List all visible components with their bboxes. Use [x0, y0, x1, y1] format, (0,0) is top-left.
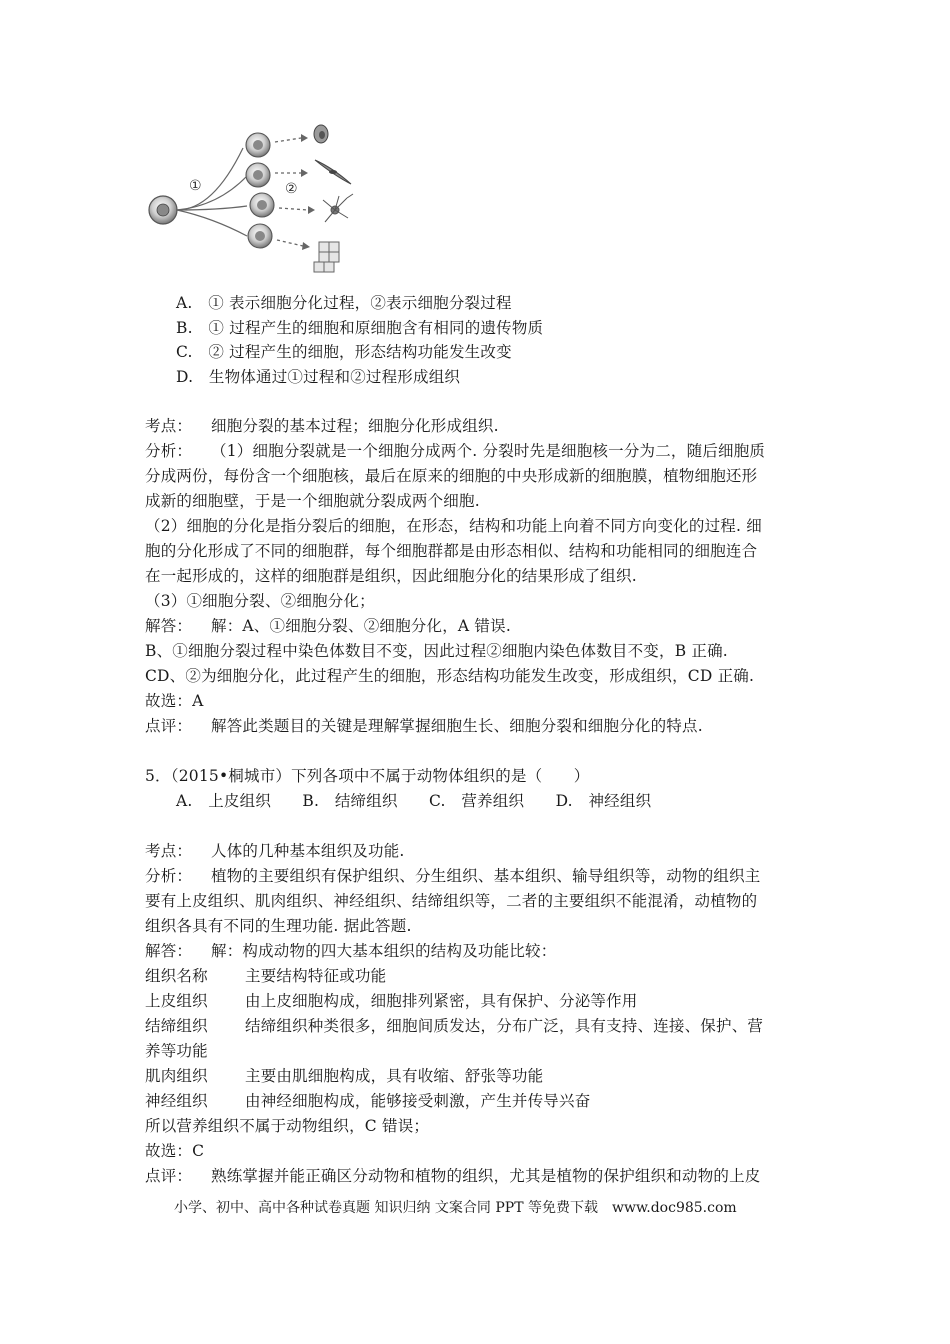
nerve-cell: [323, 194, 353, 222]
fenxi-label: 分析：: [145, 867, 193, 885]
row-name: 肌肉组织: [145, 1067, 208, 1085]
fenxi-label: 分析：: [145, 442, 193, 460]
q4-fenxi-line: 分成两份，每份含一个细胞核，最后在原来的细胞的中央形成新的细胞膜，植物细胞还形: [145, 467, 758, 485]
q4-fenxi: [145, 439, 765, 464]
q4-fenxi-line: （3）①细胞分裂、②细胞分化；: [145, 592, 375, 610]
q5-kaodian: [145, 839, 405, 864]
q5-answer: 故选：C: [145, 1142, 205, 1160]
q4-option-a: A. ① 表示细胞分化过程，②表示细胞分裂过程: [176, 294, 512, 312]
daughter-cells: [246, 133, 274, 248]
fenxi-text: （1）细胞分裂就是一个细胞分成两个. 分裂时先是细胞核一分为二，随后细胞质: [211, 442, 766, 460]
dianping-text: 熟练掌握并能正确区分动物和植物的组织，尤其是植物的保护组织和动物的上皮: [211, 1167, 761, 1185]
cell-diagram: [143, 118, 368, 278]
jieda-text: 解：构成动物的四大基本组织的结构及功能比较：: [211, 942, 557, 960]
q4-option-c: C. ② 过程产生的细胞，形态结构功能发生改变: [176, 343, 512, 361]
table-header-name: 组织名称: [145, 967, 208, 985]
q4-option-d: D. 生物体通过①过程和②过程形成组织: [176, 368, 461, 386]
blood-cell: [314, 125, 328, 143]
table-row-continued: 养等功能: [145, 1042, 208, 1060]
q4-jieda-line: CD、②为细胞分化，此过程产生的细胞，形态结构功能发生改变，形成组织，CD 正确.: [145, 667, 755, 685]
table-header-desc: 主要结构特征或功能: [245, 967, 387, 985]
kaodian-text: 细胞分裂的基本过程；细胞分化形成组织.: [211, 417, 499, 435]
kaodian-label: 考点：: [145, 842, 193, 860]
kaodian-text: 人体的几种基本组织及功能.: [211, 842, 405, 860]
jieda-text: 解：A、①细胞分裂、②细胞分化，A 错误.: [211, 617, 511, 635]
q4-option-b: B. ① 过程产生的细胞和原细胞含有相同的遗传物质: [176, 319, 544, 337]
q5-dianping: [145, 1164, 761, 1189]
q4-fenxi-line: （2）细胞的分化是指分裂后的细胞，在形态，结构和功能上向着不同方向变化的过程. 细: [145, 517, 762, 535]
row-name: 结缔组织: [145, 1017, 208, 1035]
label-2: ②: [285, 181, 298, 197]
kaodian-label: 考点：: [145, 417, 193, 435]
dianping-label: 点评：: [145, 717, 193, 735]
q4-kaodian: [145, 414, 499, 439]
table-row: [145, 989, 638, 1014]
table-row: [145, 1014, 763, 1039]
row-desc: 结缔组织种类很多，细胞间质发达，分布广泛，具有支持、连接、保护、营: [245, 1017, 764, 1035]
q5-conclusion: 所以营养组织不属于动物组织，C 错误；: [145, 1117, 430, 1135]
q5-options: A. 上皮组织 B. 结缔组织 C. 营养组织 D. 神经组织: [176, 792, 652, 810]
table-row: [145, 1064, 543, 1089]
q5-fenxi-line: 组织各具有不同的生理功能. 据此答题.: [145, 917, 412, 935]
row-name: 上皮组织: [145, 992, 208, 1010]
table-row: [145, 1089, 590, 1114]
row-desc: 由神经细胞构成，能够接受刺激，产生并传导兴奋: [245, 1092, 591, 1110]
row-desc: 由上皮细胞构成，细胞排列紧密，具有保护、分泌等作用: [245, 992, 638, 1010]
epithelial-cells: [314, 242, 339, 272]
q4-fenxi-line: 成新的细胞壁，于是一个细胞就分裂成两个细胞.: [145, 492, 480, 510]
dianping-label: 点评：: [145, 1167, 193, 1185]
jieda-label: 解答：: [145, 617, 193, 635]
muscle-cell: [315, 160, 351, 184]
label-1: ①: [189, 178, 202, 194]
q5-fenxi: [145, 864, 761, 889]
q4-fenxi-line: 胞的分化形成了不同的细胞群，每个细胞群都是由形态相似、结构和功能相同的细胞连合: [145, 542, 758, 560]
q5-stem: 5．（2015•桐城市）下列各项中不属于动物体组织的是（ ）: [145, 767, 590, 785]
q4-jieda: [145, 614, 511, 639]
page-footer: 小学、初中、高中各种试卷真题 知识归纳 文案合同 PPT 等免费下载 www.doc985.com: [174, 1200, 737, 1216]
q4-fenxi-line: 在一起形成的，这样的细胞群是组织，因此细胞分化的结果形成了组织.: [145, 567, 637, 585]
original-cell: [149, 196, 177, 224]
jieda-label: 解答：: [145, 942, 193, 960]
q4-dianping: [145, 714, 703, 739]
row-desc: 主要由肌细胞构成，具有收缩、舒张等功能: [245, 1067, 544, 1085]
q5-fenxi-line: 要有上皮组织、肌肉组织、神经组织、结缔组织等，二者的主要组织不能混淆，动植物的: [145, 892, 758, 910]
fenxi-text: 植物的主要组织有保护组织、分生组织、基本组织、输导组织等，动物的组织主: [211, 867, 761, 885]
table-header: [145, 964, 386, 989]
dianping-text: 解答此类题目的关键是理解掌握细胞生长、细胞分裂和细胞分化的特点.: [211, 717, 703, 735]
q4-answer: 故选：A: [145, 692, 204, 710]
q5-jieda: [145, 939, 556, 964]
row-name: 神经组织: [145, 1092, 208, 1110]
q4-jieda-line: B、①细胞分裂过程中染色体数目不变，因此过程②细胞内染色体数目不变，B 正确.: [145, 642, 728, 660]
